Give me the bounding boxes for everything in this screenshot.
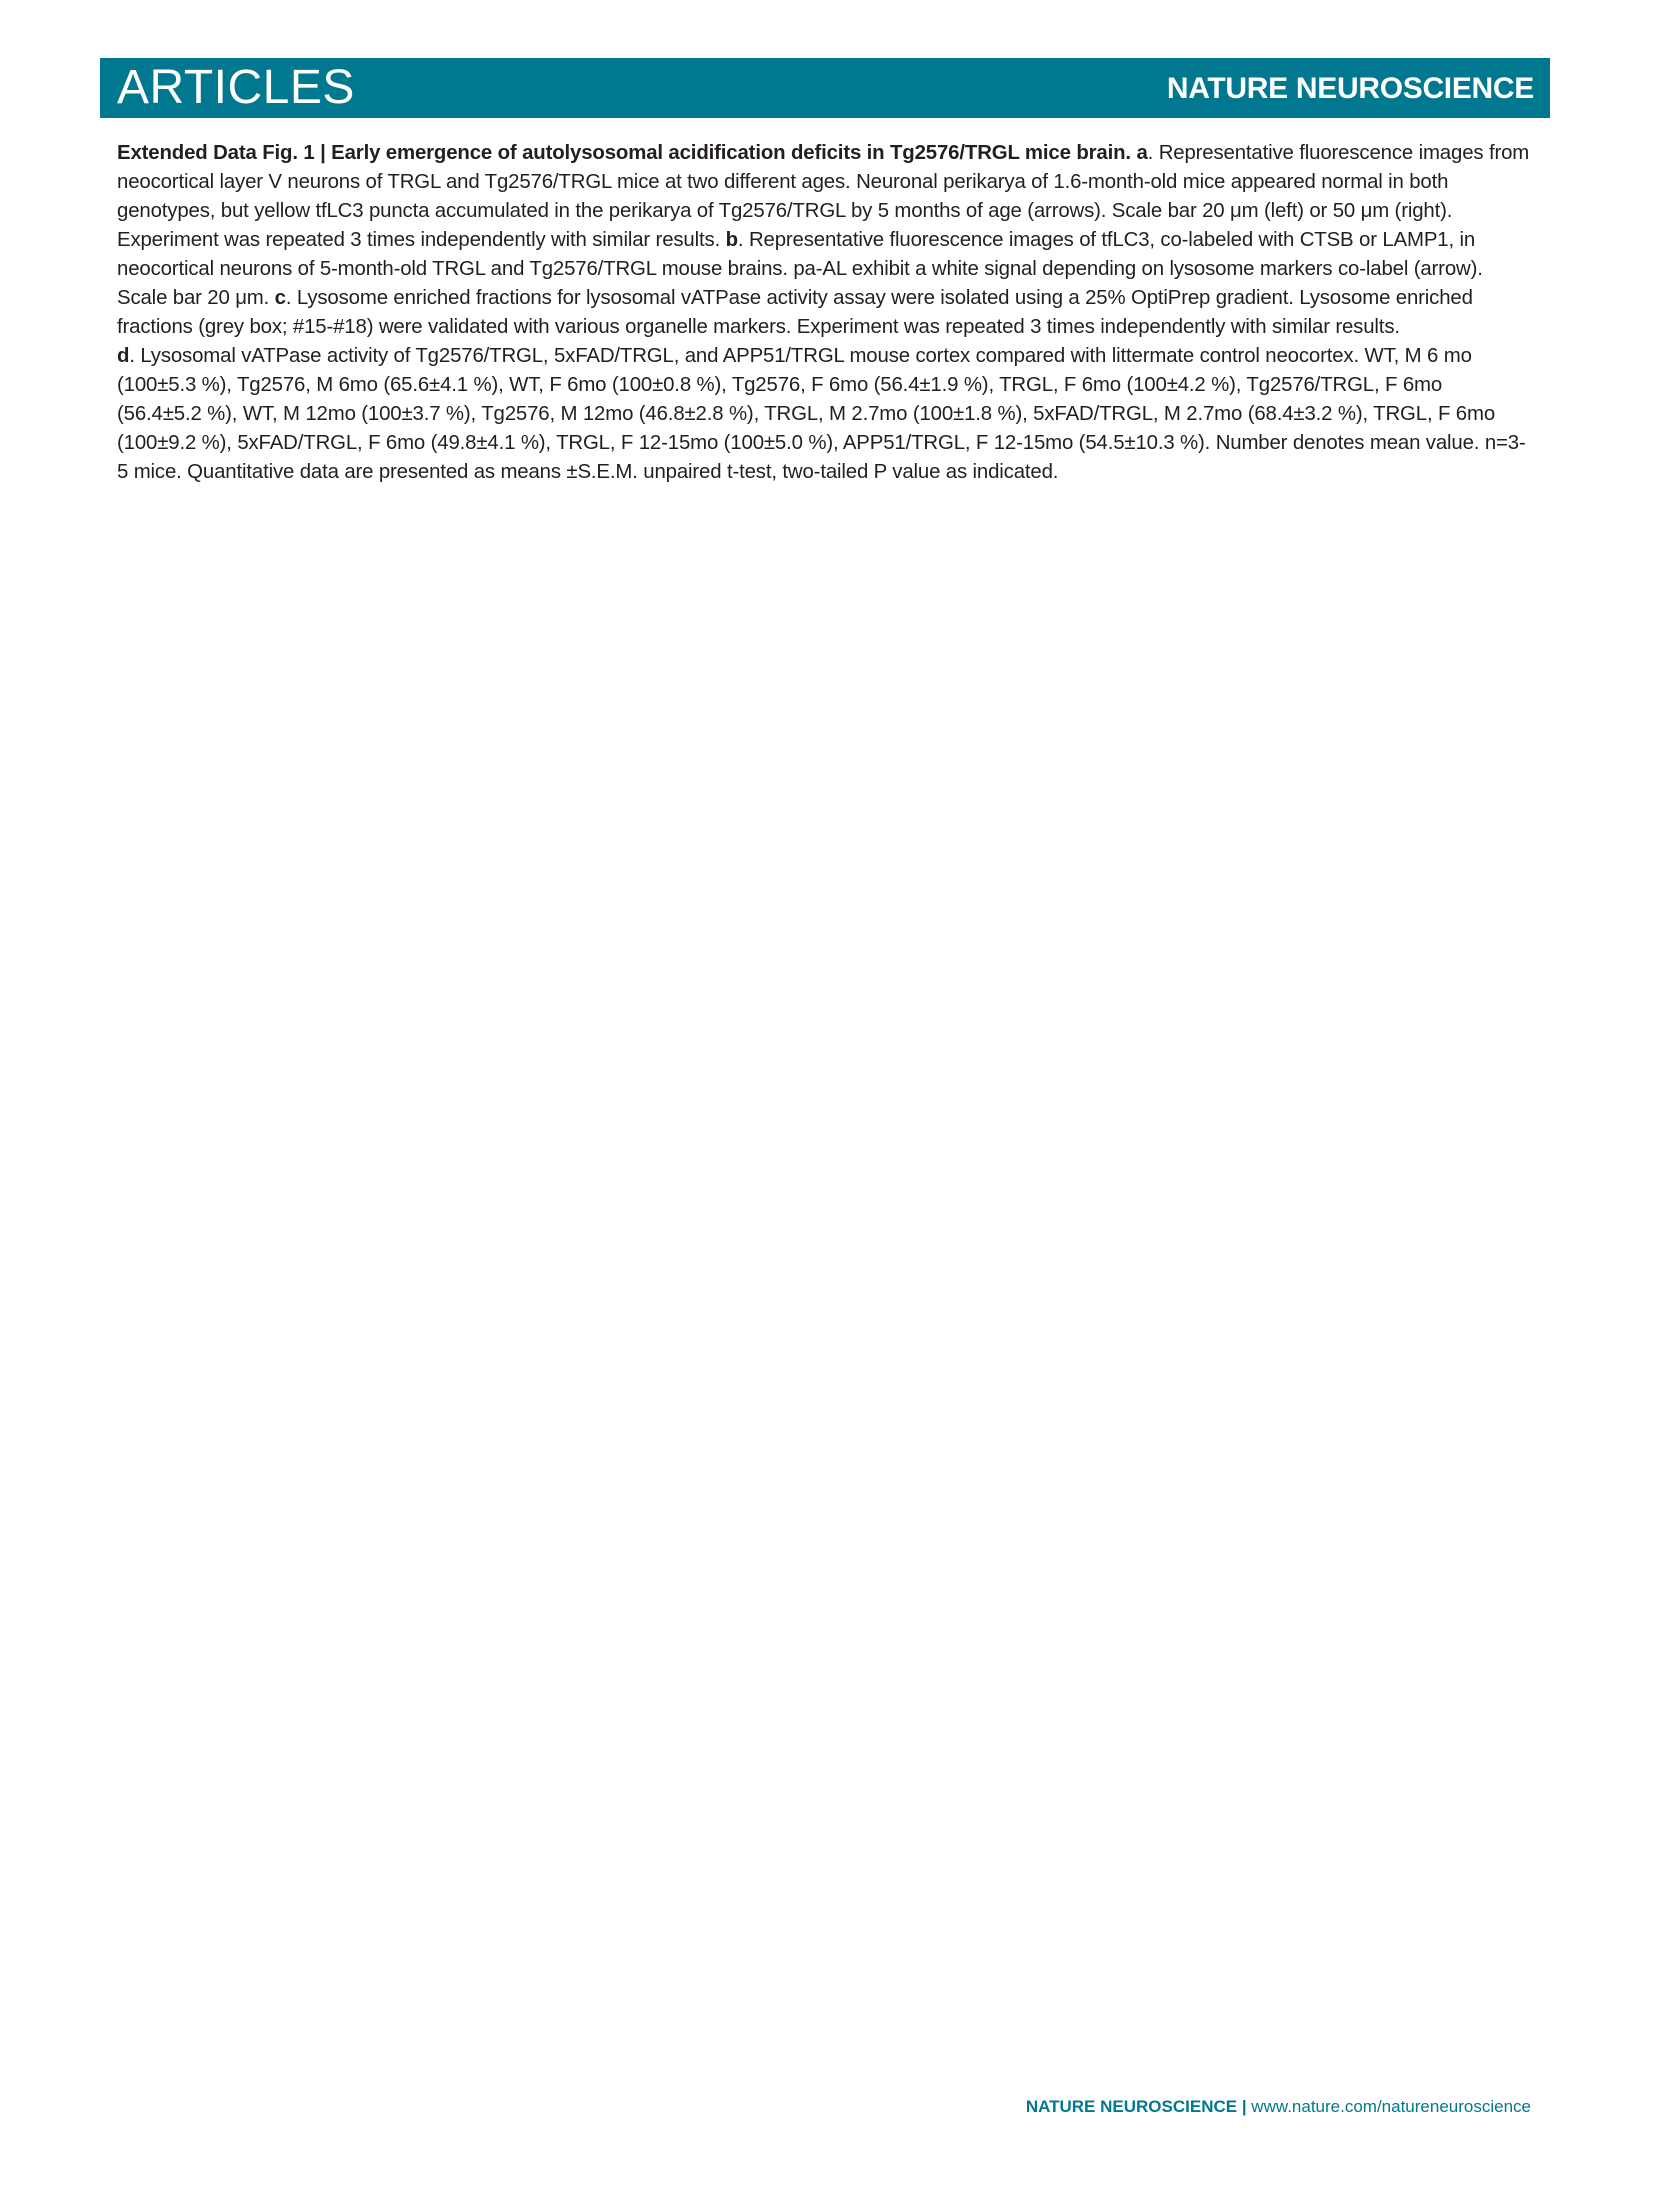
panel-c-label: c — [274, 287, 286, 309]
panel-a-label: a — [1136, 142, 1148, 164]
panel-c-text: . Lysosome enriched fractions for lysosomal vATPase activity assay were isolated using a 25% OptiPrep gradient. Lysosome enriched fractions (grey box; #15-#18) were validated with various organelle markers. Experiment was repeated 3 times independently with similar results. — [117, 287, 1473, 338]
panel-d-text: . Lysosomal vATPase activity of Tg2576/TRGL, 5xFAD/TRGL, and APP51/TRGL mouse cortex compared with littermate control neocortex. WT, M 6 mo (100±5.3 %), Tg2576, M 6mo (65.6±4.1 %), WT, F 6mo (100±0.8 %), Tg2576, F 6mo (56.4±1.9 %), TRGL, F 6mo (100±4.2 %), Tg2576/TRGL, F 6mo (56.4±5.2 %), WT, M 12mo (100±3.7 %), Tg2576, M 12mo (46.8±2.8 %), TRGL, M 2.7mo (100±1.8 %), 5xFAD/TRGL, M 2.7mo (68.4±3.2 %), TRGL, F 6mo (100±9.2 %), 5xFAD/TRGL, F 6mo (49.8±4.1 %), TRGL, F 12-15mo (100±5.0 %), APP51/TRGL, F 12-15mo (54.5±10.3 %). Number denotes mean value. n=3-5 mice. Quantitative data are presented as means ±S.E.M. unpaired t-test, two-tailed P value as indicated. — [117, 345, 1526, 483]
header-bar — [100, 58, 1550, 118]
footer-url-link[interactable]: www.nature.com/natureneuroscience — [1251, 2097, 1531, 2116]
page-footer — [1026, 2096, 1531, 2118]
panel-b-label: b — [725, 229, 738, 251]
panel-b-text: . Representative fluorescence images of tfLC3, co-labeled with CTSB or LAMP1, in neocortical neurons of 5-month-old TRGL and Tg2576/TRGL mouse brains. pa-AL exhibit a white signal depending on lysosome markers co-label (arrow). Scale bar 20 μm. — [117, 229, 1483, 309]
footer-separator: | — [1237, 2097, 1252, 2116]
panel-a-text: . Representative fluorescence images from neocortical layer V neurons of TRGL and Tg2576/TRGL mice at two different ages. Neuronal perikarya of 1.6-month-old mice appeared normal in both genotypes, but yellow tfLC3 puncta accumulated in the perikarya of Tg2576/TRGL by 5 months of age (arrows). Scale bar 20 μm (left) or 50 μm (right). Experiment was repeated 3 times independently with similar results. — [117, 142, 1530, 251]
panel-d-label: d — [117, 345, 130, 367]
journal-name: NATURE NEUROSCIENCE — [1166, 72, 1534, 105]
figure-caption — [117, 139, 1531, 487]
footer-journal: NATURE NEUROSCIENCE — [1025, 2097, 1238, 2116]
section-label: ARTICLES — [117, 61, 355, 114]
figure-label: Extended Data Fig. 1 | Early emergence of autolysosomal acidification deficits in Tg2576/TRGL mice brain. — [117, 142, 1131, 164]
